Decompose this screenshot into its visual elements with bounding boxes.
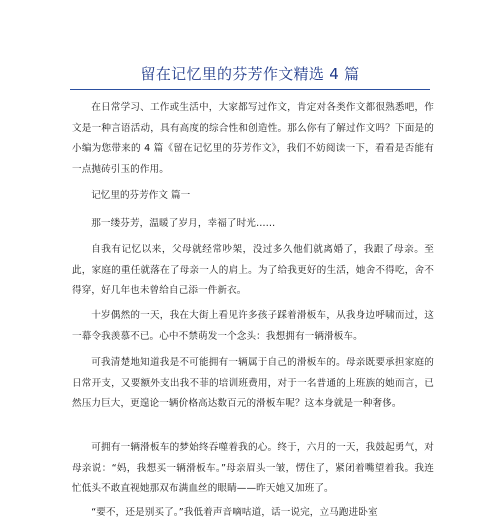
body-paragraph: 十岁偶然的一天，我在大街上看见许多孩子踩着滑板车，从我身边呼啸而过，这一幕令我羡慕不已。心中不禁萌发一个念头：我想拥有一辆滑板车。 (72, 310, 434, 342)
document-title: 留在记忆里的芬芳作文精选 4 篇 (140, 65, 360, 83)
intro-paragraph: 在日常学习、工作或生活中，大家都写过作文，肯定对各类作文都很熟悉吧，作文是一种言语活动，具有高度的综合性和创造性。那么你有了解过作文吗？下面是的小编为您带来的 4 篇《留在记忆里的芬芳作文》，我们不妨阅读一下，看看是否能有一点抛砖引玉的作用。 (72, 102, 434, 175)
section-heading: 记忆里的芬芳作文 篇一 (91, 190, 191, 201)
title-divider (70, 89, 430, 90)
body-paragraph: 可我清楚地知道我是不可能拥有一辆属于自己的滑板车的。母亲既要承担家庭的日常开支，又要额外支出我不菲的培训班费用，对于一名普通的上班族的她而言，已然压力巨大，更遑论一辆价格高达数百元的滑板车呢？这本身就是一种奢侈。 (72, 357, 434, 409)
body-paragraph: 那一缕芬芳，温暖了岁月，幸福了时光…… (91, 218, 276, 229)
body-paragraph: “要不，还是别买了。”我低着声音嘀咕道，话一说完，立马跑进卧室 (91, 507, 378, 518)
body-paragraph: 自我有记忆以来，父母就经常吵架，没过多久他们就离婚了，我跟了母亲。至此，家庭的重任就落在了母亲一人的肩上。为了给我更好的生活，她舍不得吃，舍不得穿，好几年也未曾给自己添一件新衣。 (72, 244, 434, 296)
body-paragraph: 可拥有一辆滑板车的梦始终吞噬着我的心。终于，六月的一天，我鼓起勇气，对母亲说：“妈，我想买一辆滑板车。”母亲眉头一皱，愣住了，紧闭着嘴望着我。我连忙低头不敢直视她那双布满血丝的眼睛——昨天她又加班了。 (72, 442, 434, 494)
